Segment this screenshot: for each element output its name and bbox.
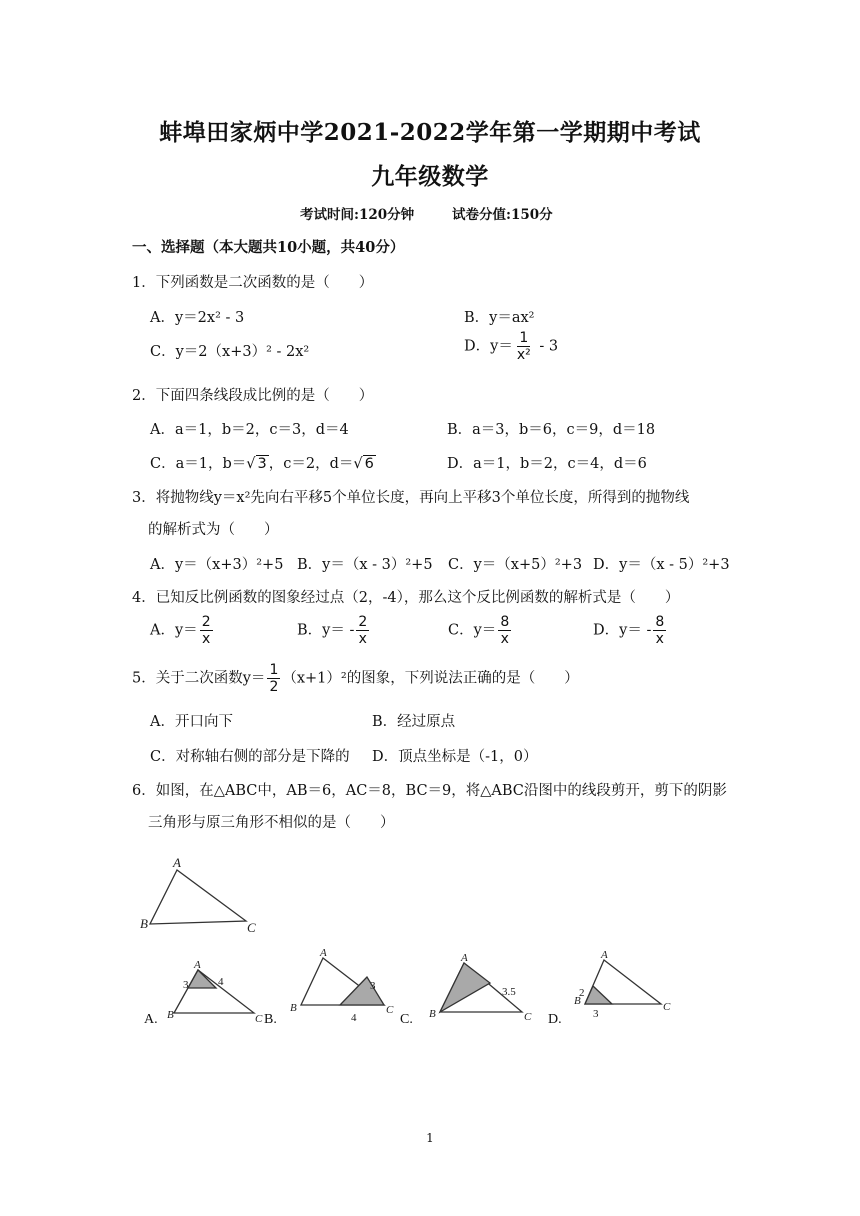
page-number: 1 <box>426 1131 434 1145</box>
q5-option-d <box>372 745 538 766</box>
exam-title: 蚌埠田家炳中学2021-2022学年第一学期期中考试 <box>159 119 701 146</box>
q1-option-a <box>150 306 244 327</box>
section-heading: 一、选择题（本大题共10小题，共40分） <box>132 239 405 256</box>
vertex-label-b: B <box>429 1008 436 1020</box>
fraction-numerator: 8 <box>655 614 665 630</box>
figure-option-a-label: A. <box>144 1012 158 1027</box>
question-2 <box>132 384 373 405</box>
option-label: C． <box>150 456 176 472</box>
vertex-label-c: C <box>386 1004 394 1016</box>
fraction <box>653 614 666 647</box>
vertex-label-b: B <box>167 1009 174 1021</box>
fraction-denominator: x <box>500 631 509 647</box>
triangle-figure <box>130 850 690 1050</box>
option-prefix: y＝ <box>490 338 513 355</box>
question-stem: 下列函数是二次函数的是（ ） <box>155 275 374 291</box>
q3-option-c <box>448 553 582 574</box>
option-label: A． <box>150 310 175 326</box>
question-stem: 下面四条线段成比例的是（ ） <box>155 388 374 404</box>
vertex-label-a: A <box>461 952 468 964</box>
fraction-numerator: 1 <box>519 330 529 346</box>
q4-option-b <box>297 614 371 647</box>
length-label: 3.5 <box>502 986 516 998</box>
length-label: 3 <box>183 979 189 991</box>
q5-option-a <box>150 710 233 731</box>
length-label: 3 <box>370 980 376 992</box>
option-text: y＝（x ‐ 5）²+3 <box>619 557 730 573</box>
option-c-shaded <box>440 963 490 1012</box>
option-label: C． <box>448 557 474 573</box>
question-5 <box>132 662 579 695</box>
question-number: 1． <box>132 275 156 291</box>
fraction-numerator: 2 <box>358 614 368 630</box>
option-text-2: ，c＝2，d＝ <box>268 456 354 472</box>
question-stem: 将抛物线y＝x²先向右平移5个单位长度，再向上平移3个单位长度，所得到的抛物线 <box>155 490 690 506</box>
original-triangle <box>150 870 246 924</box>
option-suffix: ‐ 3 <box>534 338 559 355</box>
fraction-numerator: 1 <box>269 662 279 678</box>
option-label: B． <box>464 310 490 326</box>
option-label: A． <box>150 622 175 639</box>
length-label: 4 <box>218 976 224 988</box>
figure-option-b-label: B. <box>264 1012 277 1027</box>
option-text: a＝1，b＝2，c＝3，d＝4 <box>174 422 349 438</box>
question-6 <box>132 779 727 800</box>
option-label: B． <box>297 622 323 639</box>
question-stem: 如图，在△ABC中，AB＝6，AC＝8，BC＝9，将△ABC沿图中的线段剪开，剪下的阴影 <box>155 783 727 799</box>
q5-option-b <box>372 710 455 731</box>
sqrt-symbol: √ 6 <box>353 456 374 472</box>
length-label: 4 <box>351 1012 357 1024</box>
option-b-shaded <box>340 977 384 1005</box>
vertex-label-b: B <box>140 916 148 931</box>
fraction <box>200 614 213 647</box>
option-label: A． <box>150 714 175 730</box>
option-text: y＝（x+5）²+3 <box>473 557 583 573</box>
fraction-denominator: x <box>358 631 367 647</box>
length-label: 2 <box>579 987 585 999</box>
option-label: D． <box>593 557 620 573</box>
fraction <box>498 614 511 647</box>
q1-option-d <box>464 330 558 363</box>
question-4 <box>132 586 679 607</box>
exam-time: 考试时间:120分钟 <box>300 207 415 223</box>
option-text: 顶点坐标是（‐1，0） <box>398 749 538 765</box>
length-label: 3 <box>593 1008 599 1020</box>
option-label: B． <box>372 714 398 730</box>
fraction-numerator: 8 <box>500 614 510 630</box>
option-d-shaded <box>585 986 612 1004</box>
question-number: 6． <box>132 783 156 799</box>
vertex-label-c: C <box>255 1013 263 1025</box>
fraction <box>515 330 533 363</box>
q4-option-c <box>448 614 513 647</box>
vertex-label-a: A <box>173 855 181 870</box>
question-stem-prefix: 关于二次函数y＝ <box>155 670 266 687</box>
question-stem: 已知反比例函数的图象经过点（2，‐4），那么这个反比例函数的解析式是（ ） <box>155 590 680 606</box>
vertex-label-a: A <box>601 949 608 961</box>
vertex-label-c: C <box>524 1011 532 1023</box>
question-number: 4． <box>132 590 156 606</box>
fraction-denominator: x² <box>516 347 531 363</box>
q2-option-c <box>150 452 376 473</box>
q1-option-b <box>464 306 534 327</box>
option-text: 开口向下 <box>174 714 233 730</box>
option-label: C． <box>448 622 474 639</box>
radicand: 6 <box>364 456 374 472</box>
q2-option-a <box>150 418 349 439</box>
q3-option-a <box>150 553 283 574</box>
fraction-denominator: 2 <box>269 679 279 695</box>
option-prefix: y＝ ‐ <box>619 622 652 639</box>
vertex-label-b: B <box>574 995 581 1007</box>
option-prefix: y＝ <box>473 622 497 639</box>
question-stem-suffix: （x+1）²的图象，下列说法正确的是（ ） <box>282 670 579 687</box>
option-label: B． <box>297 557 323 573</box>
q4-option-a <box>150 614 215 647</box>
fraction <box>267 662 280 695</box>
radicand: 3 <box>257 456 267 472</box>
option-label: D． <box>593 622 620 639</box>
option-prefix: y＝ ‐ <box>322 622 355 639</box>
question-number: 5． <box>132 670 156 687</box>
question-3 <box>132 486 689 507</box>
q5-option-c <box>150 745 350 766</box>
option-a-triangle <box>174 970 254 1013</box>
option-text: 经过原点 <box>397 714 456 730</box>
option-text: y＝（x ‐ 3）²+5 <box>322 557 433 573</box>
q1-option-c <box>150 340 309 361</box>
vertex-label-a: A <box>320 947 327 959</box>
vertex-label-c: C <box>663 1001 671 1013</box>
option-label: A． <box>150 422 175 438</box>
q2-option-b <box>447 418 655 439</box>
option-label: A． <box>150 557 175 573</box>
option-label: D． <box>372 749 399 765</box>
figure-option-c-label: C. <box>400 1012 413 1027</box>
option-text: y＝2x² ‐ 3 <box>174 310 245 326</box>
option-text: y＝2（x+3）² ‐ 2x² <box>175 344 310 360</box>
option-text: a＝1，b＝2，c＝4，d＝6 <box>473 456 647 472</box>
option-label: D． <box>464 338 491 355</box>
option-prefix: y＝ <box>174 622 198 639</box>
option-text: y＝ax² <box>489 310 535 326</box>
option-label: D． <box>447 456 474 472</box>
fraction-denominator: x <box>655 631 664 647</box>
option-label: C． <box>150 749 176 765</box>
exam-score: 试卷分值:150分 <box>452 207 553 223</box>
question-number: 3． <box>132 490 156 506</box>
question-1 <box>132 271 373 292</box>
option-text: 对称轴右侧的部分是下降的 <box>175 749 350 765</box>
figure-option-d-label: D. <box>548 1012 562 1027</box>
vertex-label-c: C <box>247 920 256 935</box>
q3-option-d <box>593 553 730 574</box>
fraction <box>356 614 369 647</box>
option-text: y＝（x+3）²+5 <box>174 557 284 573</box>
option-text: a＝3，b＝6，c＝9，d＝18 <box>472 422 656 438</box>
fraction-denominator: x <box>202 631 211 647</box>
question-6-cont: 三角形与原三角形不相似的是（ ） <box>148 815 395 831</box>
exam-subject: 九年级数学 <box>371 163 489 190</box>
option-text-1: a＝1，b＝ <box>175 456 247 472</box>
question-number: 2． <box>132 388 156 404</box>
option-label: C． <box>150 344 176 360</box>
vertex-label-b: B <box>290 1002 297 1014</box>
option-label: B． <box>447 422 473 438</box>
q4-option-d <box>593 614 668 647</box>
fraction-numerator: 2 <box>201 614 211 630</box>
q2-option-d <box>447 452 647 473</box>
vertex-label-a: A <box>194 959 201 971</box>
q3-option-b <box>297 553 433 574</box>
sqrt-symbol: √ 3 <box>246 456 267 472</box>
question-3-cont: 的解析式为（ ） <box>148 522 279 538</box>
